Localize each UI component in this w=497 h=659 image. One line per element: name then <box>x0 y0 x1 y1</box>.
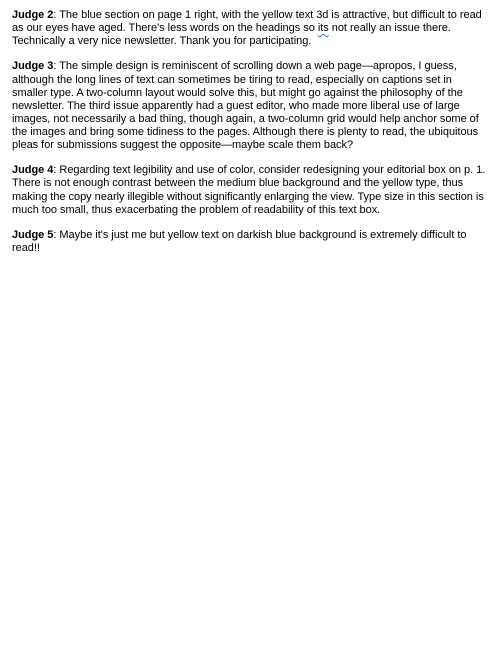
judge-3-label: Judge 3 <box>12 60 54 73</box>
judge-2-label: Judge 2 <box>12 9 54 21</box>
judge-3-text: : The simple design is reminiscent of scrolling down a web page—apropos, I guess, although the long lines of text can sometimes be tiring to read, especially on captions set in smaller type. A two-column layout would solve this, but might go against the philosophy of the newsletter. The third issue apparently had a guest editor, who made more liberal use of large images, not necessarily a bad thing, though again, a two-column grid would help anchor some of the images and bring some tidiness to the pages. Although there is plenty to read, the ubiquitous pleas for submissions suggest the opposite—maybe scale them back? <box>12 60 479 152</box>
judge-5-label: Judge 5 <box>12 228 54 241</box>
judge-4-comment <box>12 164 488 216</box>
judge-2-text-end: not really an issue there. Technically a very nice newsletter. Thank you for participating. <box>12 22 451 48</box>
judge-5-text: : Maybe it's just me but yellow text on darkish blue background is extremely difficult to read!! <box>12 228 467 254</box>
judge-4-text: : Regarding text legibility and use of color, consider redesigning your editorial box on p. 1. There is not enough contrast between the medium blue background and the yellow type, thus making the copy nearly illegible without significantly enlarging the view. Type size in this section is much too small, thus exacerbating the problem of readability of this text box. <box>12 164 486 216</box>
judge-3-comment <box>12 60 488 152</box>
judge-5-comment <box>12 229 488 255</box>
grammar-flagged-word[interactable]: its <box>317 22 329 35</box>
document-page <box>12 9 488 267</box>
judge-2-comment <box>12 9 488 48</box>
judge-2-text-start: : The blue section on page 1 right, with the yellow text 3d is attractive, but difficult to read as our eyes have aged. There's less words on the headings so <box>12 9 482 35</box>
judge-4-label: Judge 4 <box>12 164 54 177</box>
